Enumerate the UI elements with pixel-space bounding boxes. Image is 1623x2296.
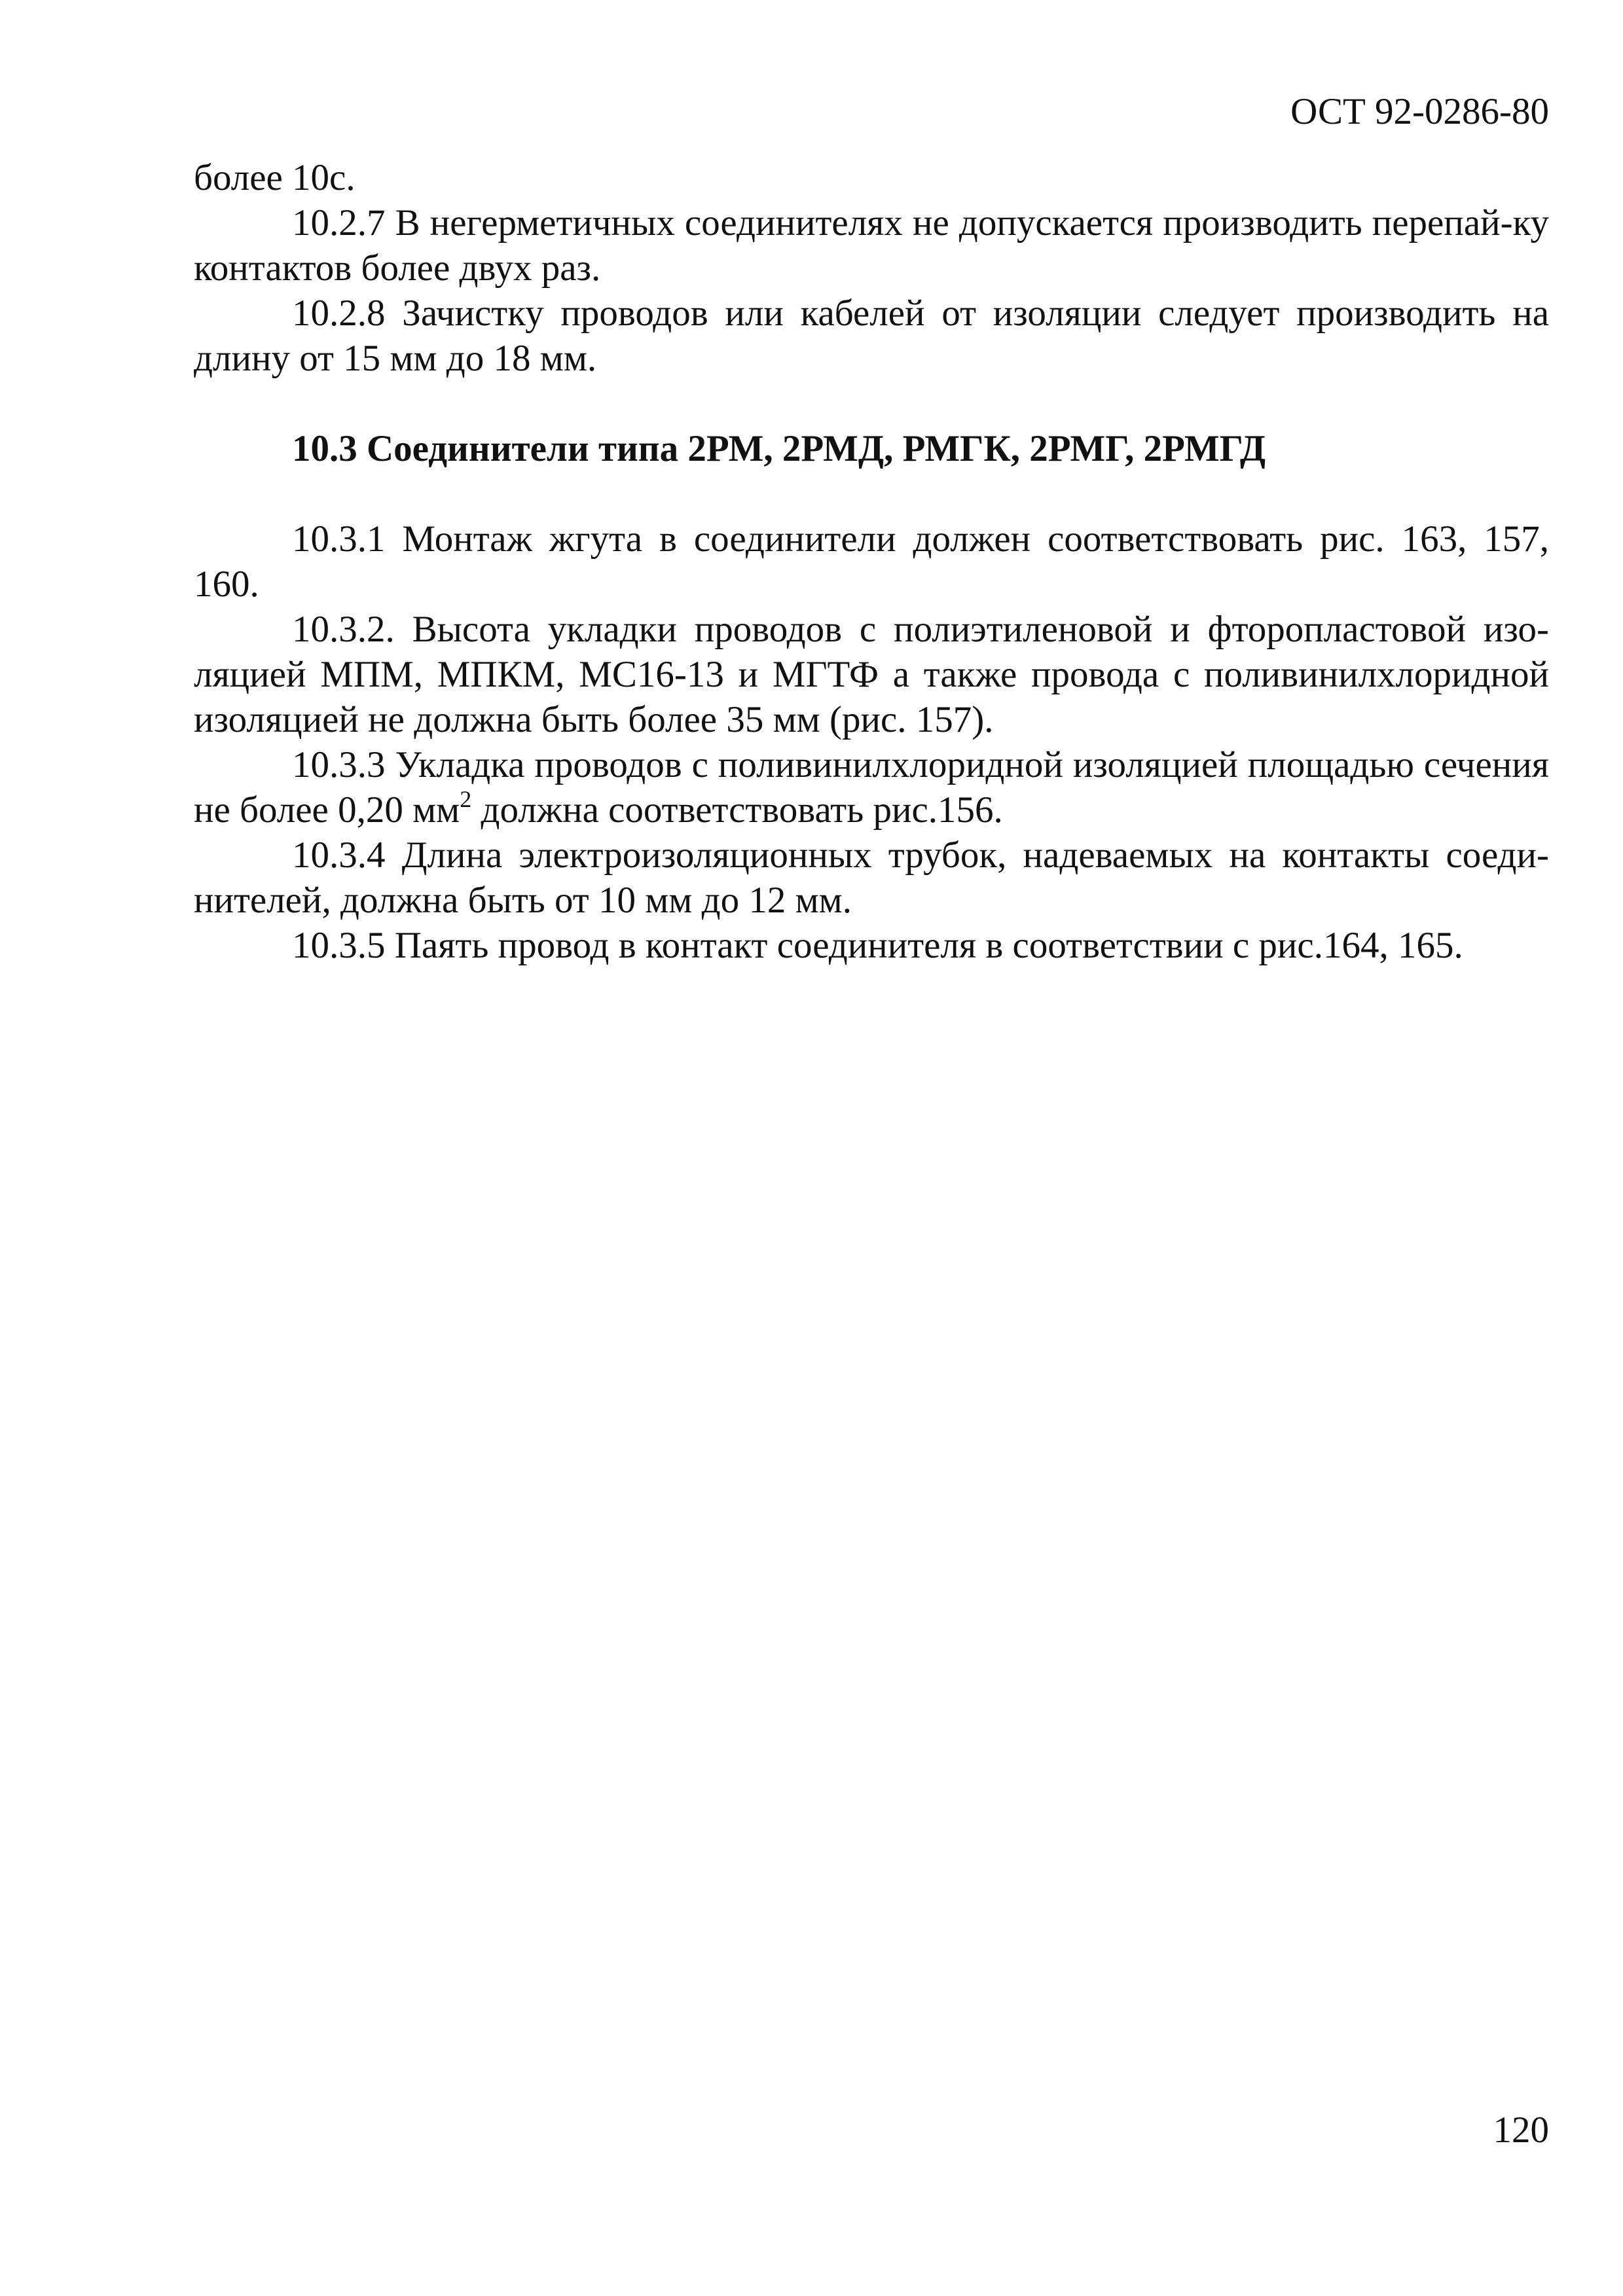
clause-10-3-3-text-end: должна соответствовать рис.156. <box>471 789 1003 831</box>
document-body <box>194 155 1549 968</box>
clause-10-3-3-text: 10.3.3 Укладка проводов с поливинилхлоридной изоляцией площадью сечения не более 0,20 мм <box>194 744 1549 831</box>
clause-10-3-5: 10.3.5 Паять провод в контакт соединителя в соответствии с рис.164, 165. <box>292 925 1463 966</box>
section-heading-10-3: 10.3 Соединители типа 2РМ, 2РМД, РМГК, 2РМГ, 2РМГД <box>292 428 1266 469</box>
clause-10-2-8: 10.2.8 Зачистку проводов или кабелей от изоляции следует производить на длину от 15 мм до 18 мм. <box>194 293 1549 379</box>
superscript-two: 2 <box>460 786 472 812</box>
clause-10-2-7: 10.2.7 В негерметичных соединителях не допускается производить перепай-ку контактов более двух раз. <box>194 202 1549 289</box>
clause-10-3-4: 10.3.4 Длина электроизоляционных трубок, надеваемых на контакты соеди-нителей, должна быть от 10 мм до 12 мм. <box>194 834 1549 921</box>
clause-10-3-1: 10.3.1 Монтаж жгута в соединители должен соответствовать рис. 163, 157, 160. <box>194 518 1549 605</box>
continuation-text: более 10с. <box>194 157 356 198</box>
page-number: 120 <box>1493 2109 1549 2151</box>
document-code: ОСТ 92-0286-80 <box>1290 91 1549 132</box>
clause-10-3-2: 10.3.2. Высота укладки проводов с полиэтиленовой и фторопластовой изо-ляцией МПМ, МПКМ, МС16-13 и МГТФ а также провода с поливинилхлоридной изоляцией не должна быть более 35 мм (рис. 157). <box>194 609 1549 740</box>
clause-10-3-3 <box>194 742 1549 833</box>
